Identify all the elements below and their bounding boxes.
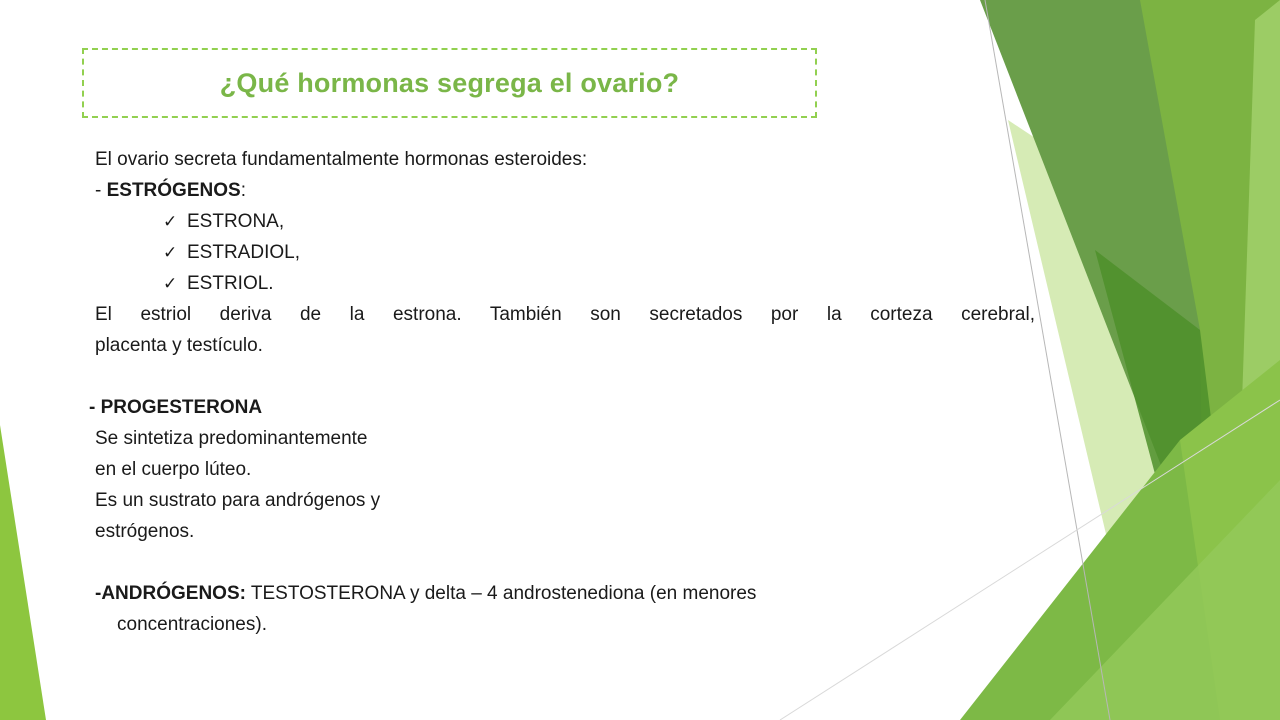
list-item-label: ESTRONA, <box>187 211 285 232</box>
list-item-label: ESTRADIOL, <box>187 242 300 263</box>
checkmark-icon: ✓ <box>163 212 178 231</box>
progesterone-line: Se sintetiza predominantemente <box>95 428 368 449</box>
progesterone-line: estrógenos. <box>95 521 195 542</box>
slide-body <box>89 144 1035 640</box>
checkmark-icon: ✓ <box>163 243 178 262</box>
androgens-text: TESTOSTERONA y delta – 4 androstenediona (en menores <box>245 583 757 604</box>
list-item-label: ESTRIOL. <box>187 273 274 294</box>
progesterone-label: - PROGESTERONA <box>89 397 263 418</box>
progesterone-heading <box>89 392 1035 423</box>
list-item <box>163 206 1035 237</box>
estrogens-list <box>95 206 1035 299</box>
estriol-note-line2: placenta y testículo. <box>95 335 263 356</box>
list-item <box>163 268 1035 299</box>
androgens-line2: concentraciones). <box>117 614 267 635</box>
checkmark-icon: ✓ <box>163 274 178 293</box>
androgens-line <box>95 578 1035 609</box>
list-item <box>163 237 1035 268</box>
estriol-note-line1: El estriol deriva de la estrona. También son secretados por la corteza cerebral, <box>95 304 1035 325</box>
androgens-label: -ANDRÓGENOS: <box>95 583 246 604</box>
estrogens-label: ESTRÓGENOS <box>106 180 241 201</box>
spacer <box>95 547 1035 578</box>
progesterone-line: Es un sustrato para andrógenos y <box>95 490 381 511</box>
estrogens-suffix: : <box>240 180 246 201</box>
estrogens-heading <box>95 175 1035 206</box>
spacer <box>95 361 1035 392</box>
intro-text: El ovario secreta fundamentalmente hormonas esteroides: <box>95 149 588 170</box>
title-box <box>82 48 817 118</box>
progesterone-line: en el cuerpo lúteo. <box>95 459 252 480</box>
estrogens-prefix: - <box>95 180 107 201</box>
left-green-sliver <box>0 425 46 720</box>
slide-title: ¿Qué hormonas segrega el ovario? <box>219 67 680 98</box>
